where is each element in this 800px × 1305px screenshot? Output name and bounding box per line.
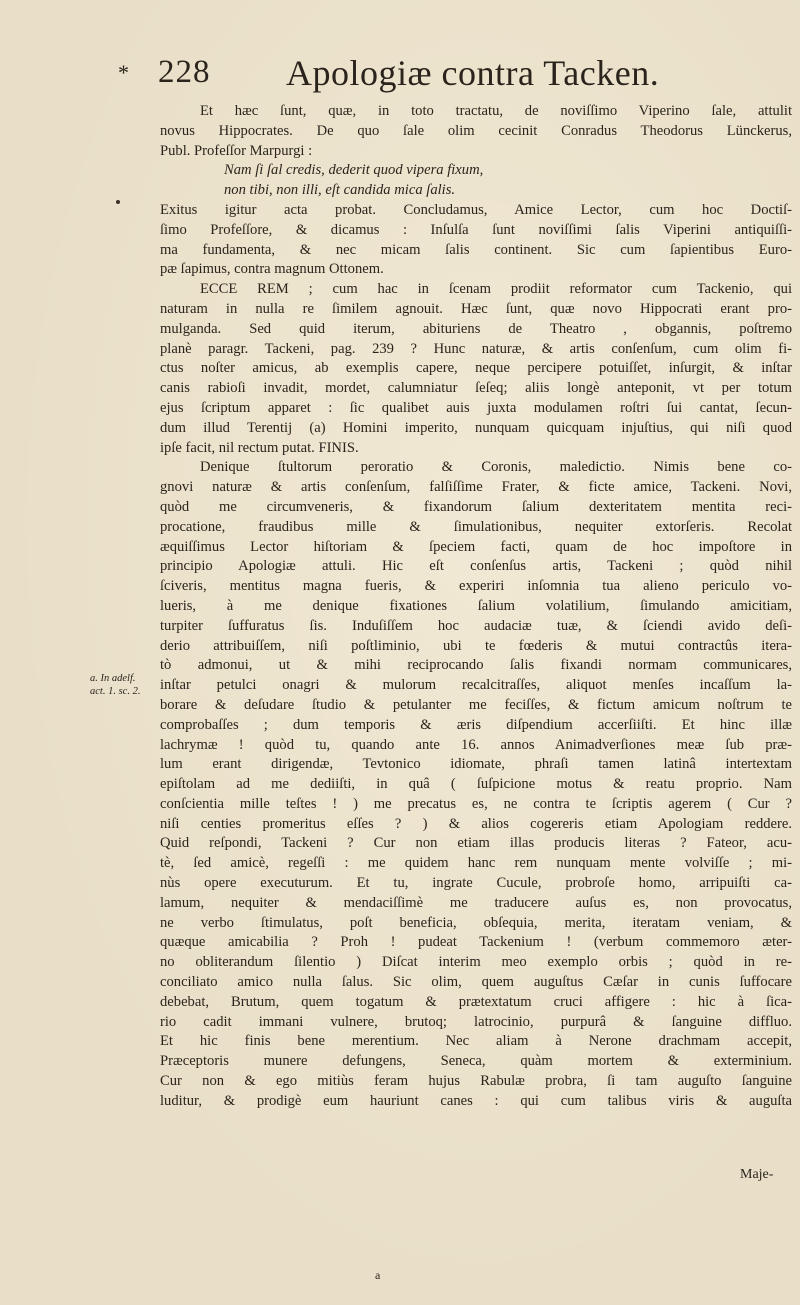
text-line: borare & deſudare ſtudio & petulanter me feciſſes, & fictum amicum noſtrum te [160, 696, 792, 713]
text-line: non tibi, non illi, eſt candida mica ſalis. [224, 182, 456, 199]
text-line: Et hæc ſunt, quæ, in toto tractatu, de noviſſimo Viperino ſale, attulit [200, 103, 792, 119]
text-line: rio cadit immani vulnere, brutoq; latrocinio, purpurâ & ſanguine diffluo. [160, 1013, 792, 1030]
margin-note-line: a. In adelf. [90, 673, 136, 684]
text-line: procatione, fraudibus mille & ſimulationibus, nequiter extorſeris. Recolat [160, 518, 792, 535]
text-line: Denique ſtultorum peroratio & Coronis, maledictio. Nimis bene co- [200, 459, 792, 476]
text-line: principio Apologiæ attuli. Hic eſt conſenſus artis, Tackeni ; quòd nihil [160, 558, 792, 575]
text-line: Cur non & ego mitiùs feram hujus Rabulæ probra, ſi tam auguſto ſanguine [160, 1073, 792, 1090]
header-mark: * [118, 60, 129, 85]
text-line: lueris, à me denique fixationes ſalium volatilium, ſimulando amicitiam, [160, 597, 792, 614]
page-header [118, 52, 758, 100]
signature-mark: a [375, 1268, 381, 1282]
text-line: ſimo Profeſſore, & dicamus : Inſulſa ſunt noviſſimi ſalis Viperini antiquiſſi- [160, 221, 792, 238]
text-line: ne verbo ſtimulatus, poſt beneficia, obſequia, merita, iteratam veniam, & [160, 914, 792, 931]
text-line: comprobaſſes ; dum temporis & æris diſpendium accerſiiſti. Et hinc illæ [160, 716, 792, 733]
text-line: quòd me circumveneris, & fixandorum ſalium dexteritatem mentita reci- [160, 498, 792, 515]
text-line: pæ ſapimus, contra magnum Ottonem. [160, 261, 384, 278]
text-line: tè, ſed amicè, regeſſi : me quidem hanc rem nunquam mente volviſſe ; mi- [160, 855, 792, 872]
text-line: nùs opere executurum. Et tu, ingrate Cucule, probroſe homo, arripuiſti ca- [160, 875, 792, 892]
text-line: no obliterandum ſilentio ) Diſcat interim meo exemplo orbis ; quòd in re- [160, 954, 792, 971]
text-line: gnovi naturæ & artis conſenſum, falſiſſime Frater, & ficte amice, Tackeni. Novi, [160, 479, 792, 496]
text-line: conſcientia mille teſtes ! ) me precatus es, ne contra te ſcriptis agerem ( Cur ? [160, 795, 792, 812]
text-line: ECCE REM ; cum hac in ſcenam prodiit reformator cum Tackenio, qui [200, 281, 792, 298]
text-line: Publ. Profeſſor Marpurgi : [160, 142, 313, 159]
text-line: planè paragr. Tackeni, pag. 239 ? Hunc naturæ, & artis conſenſum, cum olim fi- [160, 340, 792, 357]
text-line: niſi centies promeritus eſſes ? ) & alios cogereris etiam Apologiam reddere. [160, 815, 792, 832]
text-line: tò admonui, ut & mihi reciprocando ſalis fixandi normam communicares, [160, 657, 792, 674]
text-line: ipſe facit, nil rectum putat. FINIS. [160, 439, 359, 456]
text-line: lachrymæ ! quòd tu, quando ante 16. annos Animadverſiones meæ ſub præ- [160, 736, 792, 753]
text-line: mulganda. Sed quid iterum, abituriens de Theatro , obgannis, poſtremo [160, 320, 792, 337]
text-line: canis rabioſi invadit, mordet, calumniatur ſeſeq; aliis longè anteponit, vt per totum [160, 380, 792, 397]
text-line: Exitus igitur acta probat. Concludamus, Amice Lector, cum hoc Doctiſ- [160, 201, 792, 218]
text-line: lamum, nequiter & mendaciſſimè me traducere auſus es, non provocatus, [160, 894, 792, 911]
text-line: Et hic finis bene merentium. Nec aliam à Nerone drachmam accepit, [160, 1033, 792, 1050]
text-line: naturam in nulla re ſimilem agnouit. Hæc ſunt, quæ novo Hippocrati erant pro- [160, 300, 792, 317]
body-text [160, 102, 792, 1112]
catchword: Maje- [740, 1167, 774, 1182]
margin-note-line: act. 1. sc. 2. [90, 686, 141, 697]
text-line: luditur, & prodigè eum hauriunt canes : qui cum talibus viris & auguſta [160, 1092, 792, 1109]
text-line: Præceptoris munere defungens, Seneca, quàm mortem & exterminium. [160, 1053, 792, 1070]
page-number: 228 [158, 54, 211, 90]
ink-speck [116, 200, 120, 204]
text-line: ma fundamenta, & nec micam ſalis continent. Sic cum ſapientibus Euro- [160, 241, 792, 258]
text-line: inſtar petulci onagri & mulorum recalcitraſſes, aliquot menſes incaſſum la- [160, 677, 792, 694]
text-line: lum erant dirigendæ, Tevtonico idiomate, phraſi tamen latinâ intertextam [160, 756, 792, 773]
text-line: dum illud Terentij (a) Homini imperito, nunquam quicquam injuſtius, qui niſi quod [160, 419, 792, 436]
text-line: quæque amicabilia ? Proh ! pudeat Tackenium ! (verbum commemoro æter- [160, 934, 792, 951]
text-line: conciliato amico nulla ſalus. Sic olim, quem auguſtus Cæſar in cunis ſuffocare [160, 974, 792, 991]
text-line: Quid reſpondi, Tackeni ? Cur non etiam illas producis literas ? Fateor, acu- [160, 835, 792, 852]
text-line: novus Hippocrates. De quo ſale olim cecinit Conradus Theodorus Lünckerus, [160, 122, 792, 139]
text-line: turpiter ſuffuratus ſis. Induſiſſem hoc audaciæ tuæ, & ſciendi avido deſi- [160, 617, 792, 634]
text-line: ctus noſter amicus, ab exemplis capere, neque percipere potuiſſet, inſurgit, & inſtar [160, 360, 792, 377]
text-line: ejus ſcriptum apparet : ſic qualibet auis juxta modulamen roſtri ſui cantat, ſecun- [160, 399, 792, 416]
running-head: Apologiæ contra Tacken. [286, 53, 660, 93]
margin-note [90, 672, 156, 698]
text-line: Nam ſi ſal credis, dederit quod vipera fixum, [224, 162, 484, 179]
text-line: debebat, Brutum, quem togatum & prætextatum cruci affigere : hic à ſica- [160, 993, 792, 1010]
text-line: derio attribuiſſem, niſi poſtliminio, ubi te fœderis & mutui contractûs itera- [160, 637, 792, 654]
text-line: epiſtolam ad me dediiſti, in quâ ( ſuſpicione motus & reatu proprio. Nam [160, 776, 792, 793]
text-line: ſciveris, mentitus magna fueris, & experiri inſomnia tua alieno periculo vo- [160, 578, 792, 595]
text-line: æquiſſimus Lector hiſtoriam & ſpeciem facti, quam de hoc impoſtore in [160, 538, 792, 555]
